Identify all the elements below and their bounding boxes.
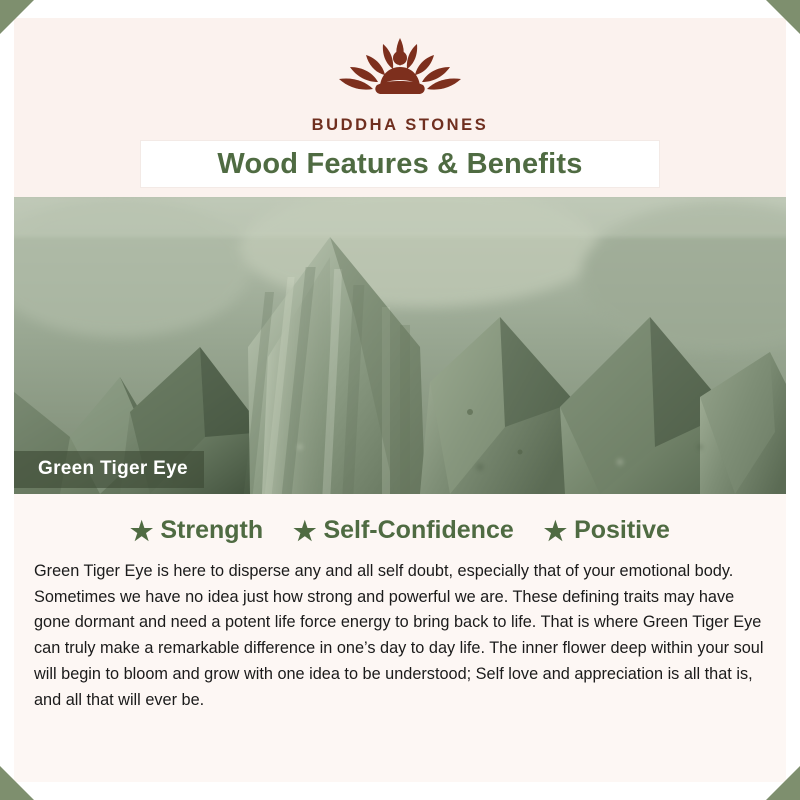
left-border-band [0, 0, 14, 800]
page-title: Wood Features & Benefits [217, 147, 583, 180]
content-area [0, 494, 800, 800]
corner-bottom-left [0, 766, 34, 800]
benefit-label: Positive [574, 516, 670, 544]
corner-top-left [0, 0, 34, 34]
hero-image [0, 197, 800, 494]
title-banner [141, 141, 659, 187]
corner-bottom-right [766, 766, 800, 800]
star-icon: ★ [293, 515, 317, 546]
green-tiger-eye-stones-illustration [0, 197, 800, 494]
right-border-band [786, 0, 800, 800]
benefit-item [130, 516, 263, 545]
benefit-item [293, 516, 514, 545]
bottom-border-band [0, 782, 800, 800]
header [0, 0, 800, 197]
brand-name: BUDDHA STONES [311, 116, 489, 134]
benefits-row [0, 494, 800, 545]
benefit-label: Self-Confidence [323, 516, 514, 544]
lotus-meditation-icon [325, 22, 475, 112]
brand-logo [0, 22, 800, 135]
benefit-label: Strength [160, 516, 264, 544]
top-border-band [0, 0, 800, 18]
corner-top-right [766, 0, 800, 34]
star-icon: ★ [543, 515, 568, 546]
star-icon: ★ [130, 515, 154, 546]
benefit-item [544, 516, 670, 545]
stone-name-label: Green Tiger Eye [14, 451, 204, 488]
description-text: Green Tiger Eye is here to disperse any and all self doubt, especially that of your emotional body. Sometimes we have no idea just how strong and powerful we are. These defining traits may have gone dormant and need a potent life force energy to bring back to life. That is where Green Tiger Eye can truly make a remarkable difference in one’s day to day life. The inner flower deep within your soul will begin to bloom and grow with one idea to be understood; Self love and appreciation is all that is, and all that will ever be. [34, 562, 764, 709]
